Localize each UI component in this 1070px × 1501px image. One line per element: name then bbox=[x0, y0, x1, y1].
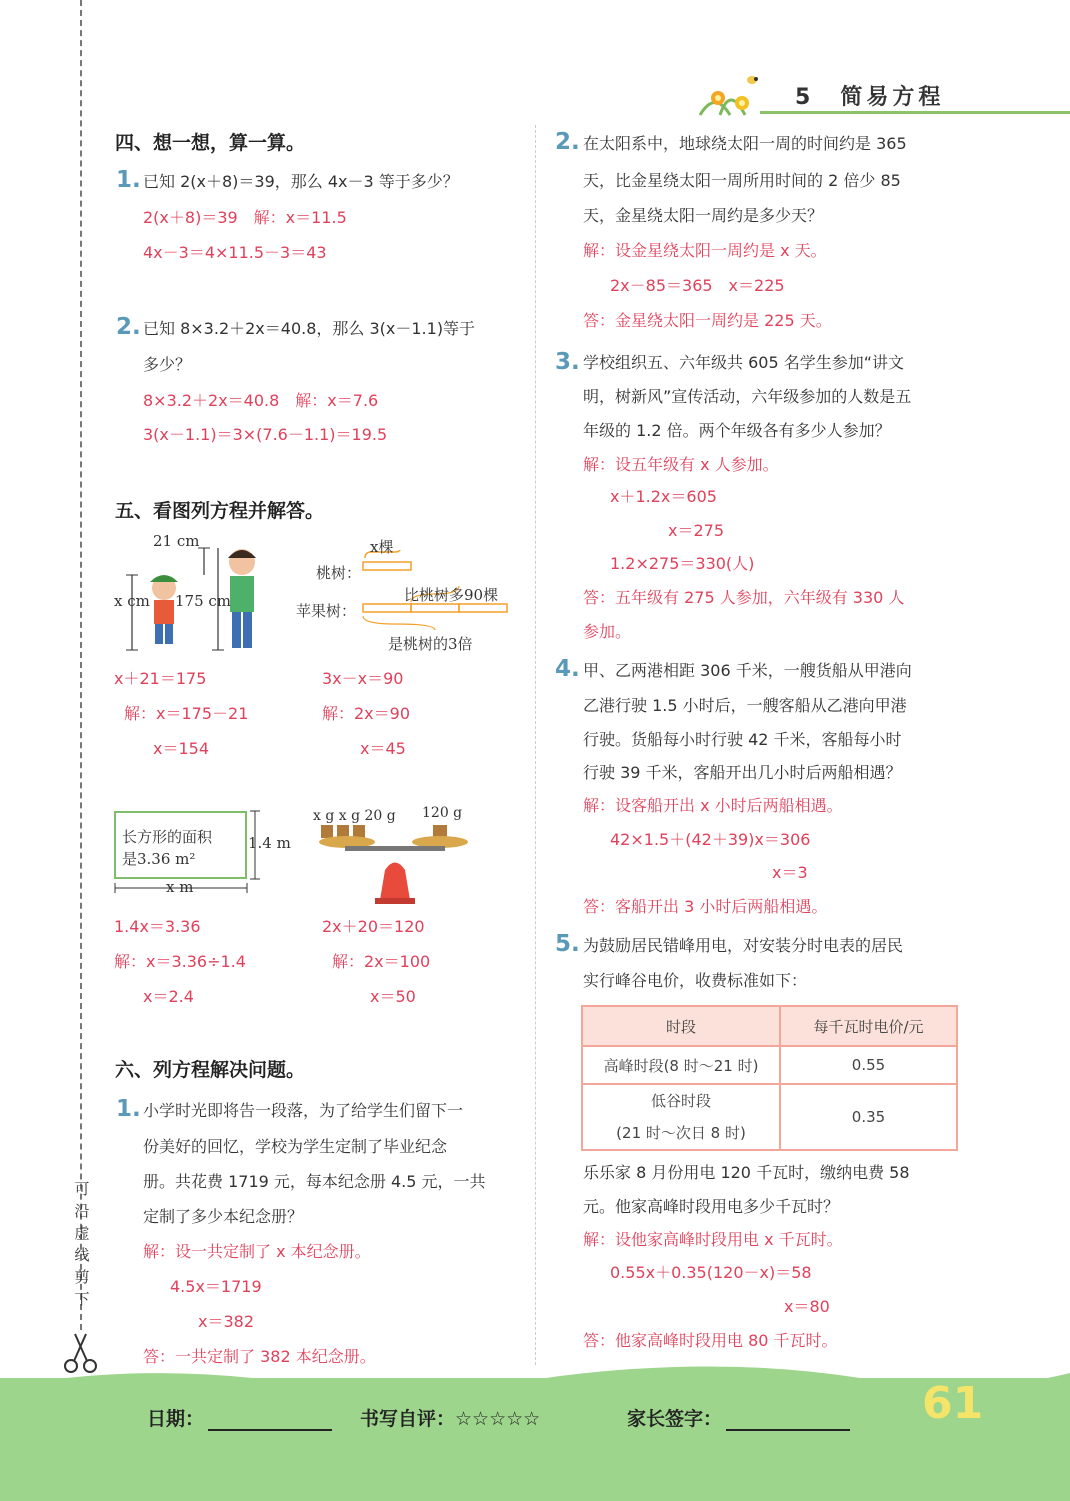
r-q3-answer-2: x＋1.2x＝605 bbox=[610, 487, 717, 506]
table-cell-valley-price: 0.35 bbox=[780, 1084, 957, 1150]
q4-2-text-2: 多少？ bbox=[143, 355, 192, 374]
r-q3-line-2: 明，树新风”宣传活动，六年级参加的人数是五 bbox=[583, 387, 912, 406]
r-q5-answer-1: 解：设他家高峰时段用电 x 千瓦时。 bbox=[583, 1230, 843, 1249]
q4-1-text: 已知 2(x＋8)＝39，那么 4x－3 等于多少？ bbox=[143, 172, 459, 191]
table-header-row bbox=[582, 1006, 957, 1046]
r-q3-line-3: 年级的 1.2 倍。两个年级各有多少人参加？ bbox=[583, 421, 891, 440]
table-row bbox=[582, 1084, 957, 1150]
fig1-top-label: 21 cm bbox=[153, 532, 200, 550]
q6-1-line-3: 册。共花费 1719 元，每本纪念册 4.5 元，一共 bbox=[143, 1172, 486, 1191]
r-q2-answer-1: 解：设金星绕太阳一周约是 x 天。 bbox=[583, 241, 827, 260]
r-q4-answer-2: 42×1.5＋(42＋39)x＝306 bbox=[610, 830, 811, 849]
r-q5-answer-2: 0.55x＋0.35(120－x)＝58 bbox=[610, 1263, 812, 1282]
flower-decoration-icon bbox=[690, 70, 770, 120]
chapter-title: 5 简易方程 bbox=[795, 85, 945, 110]
r-q4-line-4: 行驶 39 千米，客船开出几小时后两船相遇？ bbox=[583, 763, 902, 782]
q6-1-answer-3: x＝382 bbox=[198, 1312, 255, 1331]
r-q4-answer-3: x＝3 bbox=[772, 863, 808, 882]
fig1-right-label: 175 cm bbox=[175, 592, 232, 610]
r-q2-line-3: 天，金星绕太阳一周约是多少天？ bbox=[583, 206, 824, 225]
fig3-width-label: x m bbox=[166, 878, 194, 896]
table-header-period: 时段 bbox=[582, 1006, 780, 1046]
r-q2-line-1: 在太阳系中，地球绕太阳一周的时间约是 365 bbox=[583, 134, 907, 153]
r-q3-answer-1: 解：设五年级有 x 人参加。 bbox=[583, 455, 779, 474]
r-q4-number: 4. bbox=[555, 656, 580, 682]
fig1-left-label: x cm bbox=[114, 592, 150, 610]
q4-2-number: 2. bbox=[116, 314, 141, 340]
fig3-answer-3: x＝2.4 bbox=[143, 987, 194, 1006]
fig2-times-label: 是桃树的3倍 bbox=[388, 635, 473, 653]
self-evaluation[interactable]: 书写自评：☆☆☆☆☆ bbox=[360, 1408, 541, 1430]
cut-note: 可 沿 虚 线 剪 下 bbox=[74, 1180, 90, 1308]
r-q4-line-3: 行驶。货船每小时行驶 42 千米，客船每小时 bbox=[583, 730, 902, 749]
q6-1-answer-1: 解：设一共定制了 x 本纪念册。 bbox=[143, 1242, 371, 1261]
section-6-title: 六、列方程解决问题。 bbox=[115, 1059, 306, 1081]
fig4-answer-3: x＝50 bbox=[370, 987, 416, 1006]
page-number: 61 bbox=[922, 1378, 984, 1429]
q6-1-line-4: 定制了多少本纪念册？ bbox=[143, 1207, 304, 1226]
section-5-title: 五、看图列方程并解答。 bbox=[115, 500, 325, 522]
fig1-answer-2: 解：x＝175－21 bbox=[124, 704, 249, 723]
r-q3-answer-3: x＝275 bbox=[668, 521, 725, 540]
r-q3-answer-4: 1.2×275＝330(人) bbox=[610, 554, 755, 573]
fig2-x-label: x棵 bbox=[370, 538, 394, 556]
table-header-price: 每千瓦时电价/元 bbox=[780, 1006, 957, 1046]
r-q3-answer-5: 答：五年级有 275 人参加，六年级有 330 人 bbox=[583, 588, 905, 607]
r-q5-answer-4: 答：他家高峰时段用电 80 千瓦时。 bbox=[583, 1331, 838, 1350]
fig3-height-label: 1.4 m bbox=[248, 834, 291, 852]
q4-1-number: 1. bbox=[116, 167, 141, 193]
fig3-text-1: 长方形的面积 bbox=[122, 828, 213, 846]
r-q2-answer-3: 答：金星绕太阳一周约是 225 天。 bbox=[583, 311, 832, 330]
q4-2-answer-2: 3(x－1.1)＝3×(7.6－1.1)＝19.5 bbox=[143, 425, 388, 444]
r-q3-answer-6: 参加。 bbox=[583, 622, 632, 641]
q4-1-answer-2: 4x－3＝4×11.5－3＝43 bbox=[143, 243, 327, 262]
fig2-apple-label: 苹果树： bbox=[296, 602, 357, 620]
electricity-price-table bbox=[581, 1005, 958, 1151]
footer-band bbox=[0, 1378, 1070, 1501]
r-q4-answer-1: 解：设客船开出 x 小时后两船相遇。 bbox=[583, 796, 843, 815]
q6-1-number: 1. bbox=[116, 1096, 141, 1122]
fig4-answer-2: 解：2x＝100 bbox=[332, 952, 431, 971]
fig2-answer-2: 解：2x＝90 bbox=[322, 704, 411, 723]
fig1-answer-1: x＋21＝175 bbox=[114, 669, 207, 688]
column-divider bbox=[535, 125, 536, 1365]
fig2-peach-label: 桃树： bbox=[316, 564, 362, 582]
r-q5-after-2: 元。他家高峰时段用电多少千瓦时？ bbox=[583, 1197, 840, 1216]
fig4-left-label: x g x g 20 g bbox=[313, 808, 396, 824]
cut-dashed-line bbox=[80, 0, 82, 1330]
r-q5-number: 5. bbox=[555, 931, 580, 957]
q6-1-answer-2: 4.5x＝1719 bbox=[170, 1277, 262, 1296]
q6-1-line-1: 小学时光即将告一段落，为了给学生们留下一 bbox=[143, 1101, 464, 1120]
r-q4-line-1: 甲、乙两港相距 306 千米，一艘货船从甲港向 bbox=[583, 661, 912, 680]
q4-2-answer-1: 8×3.2＋2x＝40.8 解：x＝7.6 bbox=[143, 391, 379, 410]
table-row bbox=[582, 1046, 957, 1084]
section-4-title: 四、想一想，算一算。 bbox=[115, 132, 306, 154]
fig3-answer-1: 1.4x＝3.36 bbox=[114, 917, 201, 936]
fig3-answer-2: 解：x＝3.36÷1.4 bbox=[114, 952, 246, 971]
table-cell-peak-price: 0.55 bbox=[780, 1046, 957, 1084]
r-q2-number: 2. bbox=[555, 129, 580, 155]
balance-scale-figure bbox=[315, 820, 480, 905]
header-rule bbox=[760, 111, 1070, 114]
q6-1-line-2: 份美好的回忆，学校为学生定制了毕业纪念 bbox=[143, 1137, 448, 1156]
r-q4-line-2: 乙港行驶 1.5 小时后，一艘客船从乙港向甲港 bbox=[583, 696, 907, 715]
table-cell-valley: 低谷时段 (21 时～次日 8 时) bbox=[582, 1084, 780, 1150]
date-field[interactable]: 日期： bbox=[147, 1404, 332, 1431]
r-q4-answer-4: 答：客船开出 3 小时后两船相遇。 bbox=[583, 897, 828, 916]
r-q5-after-1: 乐乐家 8 月份用电 120 千瓦时，缴纳电费 58 bbox=[583, 1163, 910, 1182]
q4-1-answer-1: 2(x＋8)＝39 解：x＝11.5 bbox=[143, 208, 347, 227]
r-q2-line-2: 天，比金星绕太阳一周所用时间的 2 倍少 85 bbox=[583, 171, 901, 190]
parent-signature-field[interactable]: 家长签字： bbox=[627, 1404, 850, 1431]
r-q3-line-1: 学校组织五、六年级共 605 名学生参加“讲文 bbox=[583, 353, 905, 372]
r-q3-number: 3. bbox=[555, 349, 580, 375]
fig2-more-label: 比桃树多90棵 bbox=[404, 586, 499, 604]
table-cell-peak: 高峰时段(8 时～21 时) bbox=[582, 1046, 780, 1084]
r-q5-line-2: 实行峰谷电价，收费标准如下： bbox=[583, 971, 808, 990]
r-q2-answer-2: 2x－85＝365 x＝225 bbox=[610, 276, 785, 295]
fig1-answer-3: x＝154 bbox=[153, 739, 210, 758]
r-q5-line-1: 为鼓励居民错峰用电，对安装分时电表的居民 bbox=[583, 936, 904, 955]
q4-2-text-1: 已知 8×3.2＋2x＝40.8，那么 3(x－1.1)等于 bbox=[143, 319, 476, 338]
r-q5-answer-3: x＝80 bbox=[784, 1297, 830, 1316]
fig4-answer-1: 2x＋20＝120 bbox=[322, 917, 425, 936]
fig4-right-label: 120 g bbox=[422, 805, 463, 821]
fig2-answer-3: x＝45 bbox=[360, 739, 406, 758]
fig2-answer-1: 3x－x＝90 bbox=[322, 669, 404, 688]
fig3-text-2: 是3.36 m² bbox=[122, 850, 196, 868]
q6-1-answer-4: 答：一共定制了 382 本纪念册。 bbox=[143, 1347, 376, 1366]
